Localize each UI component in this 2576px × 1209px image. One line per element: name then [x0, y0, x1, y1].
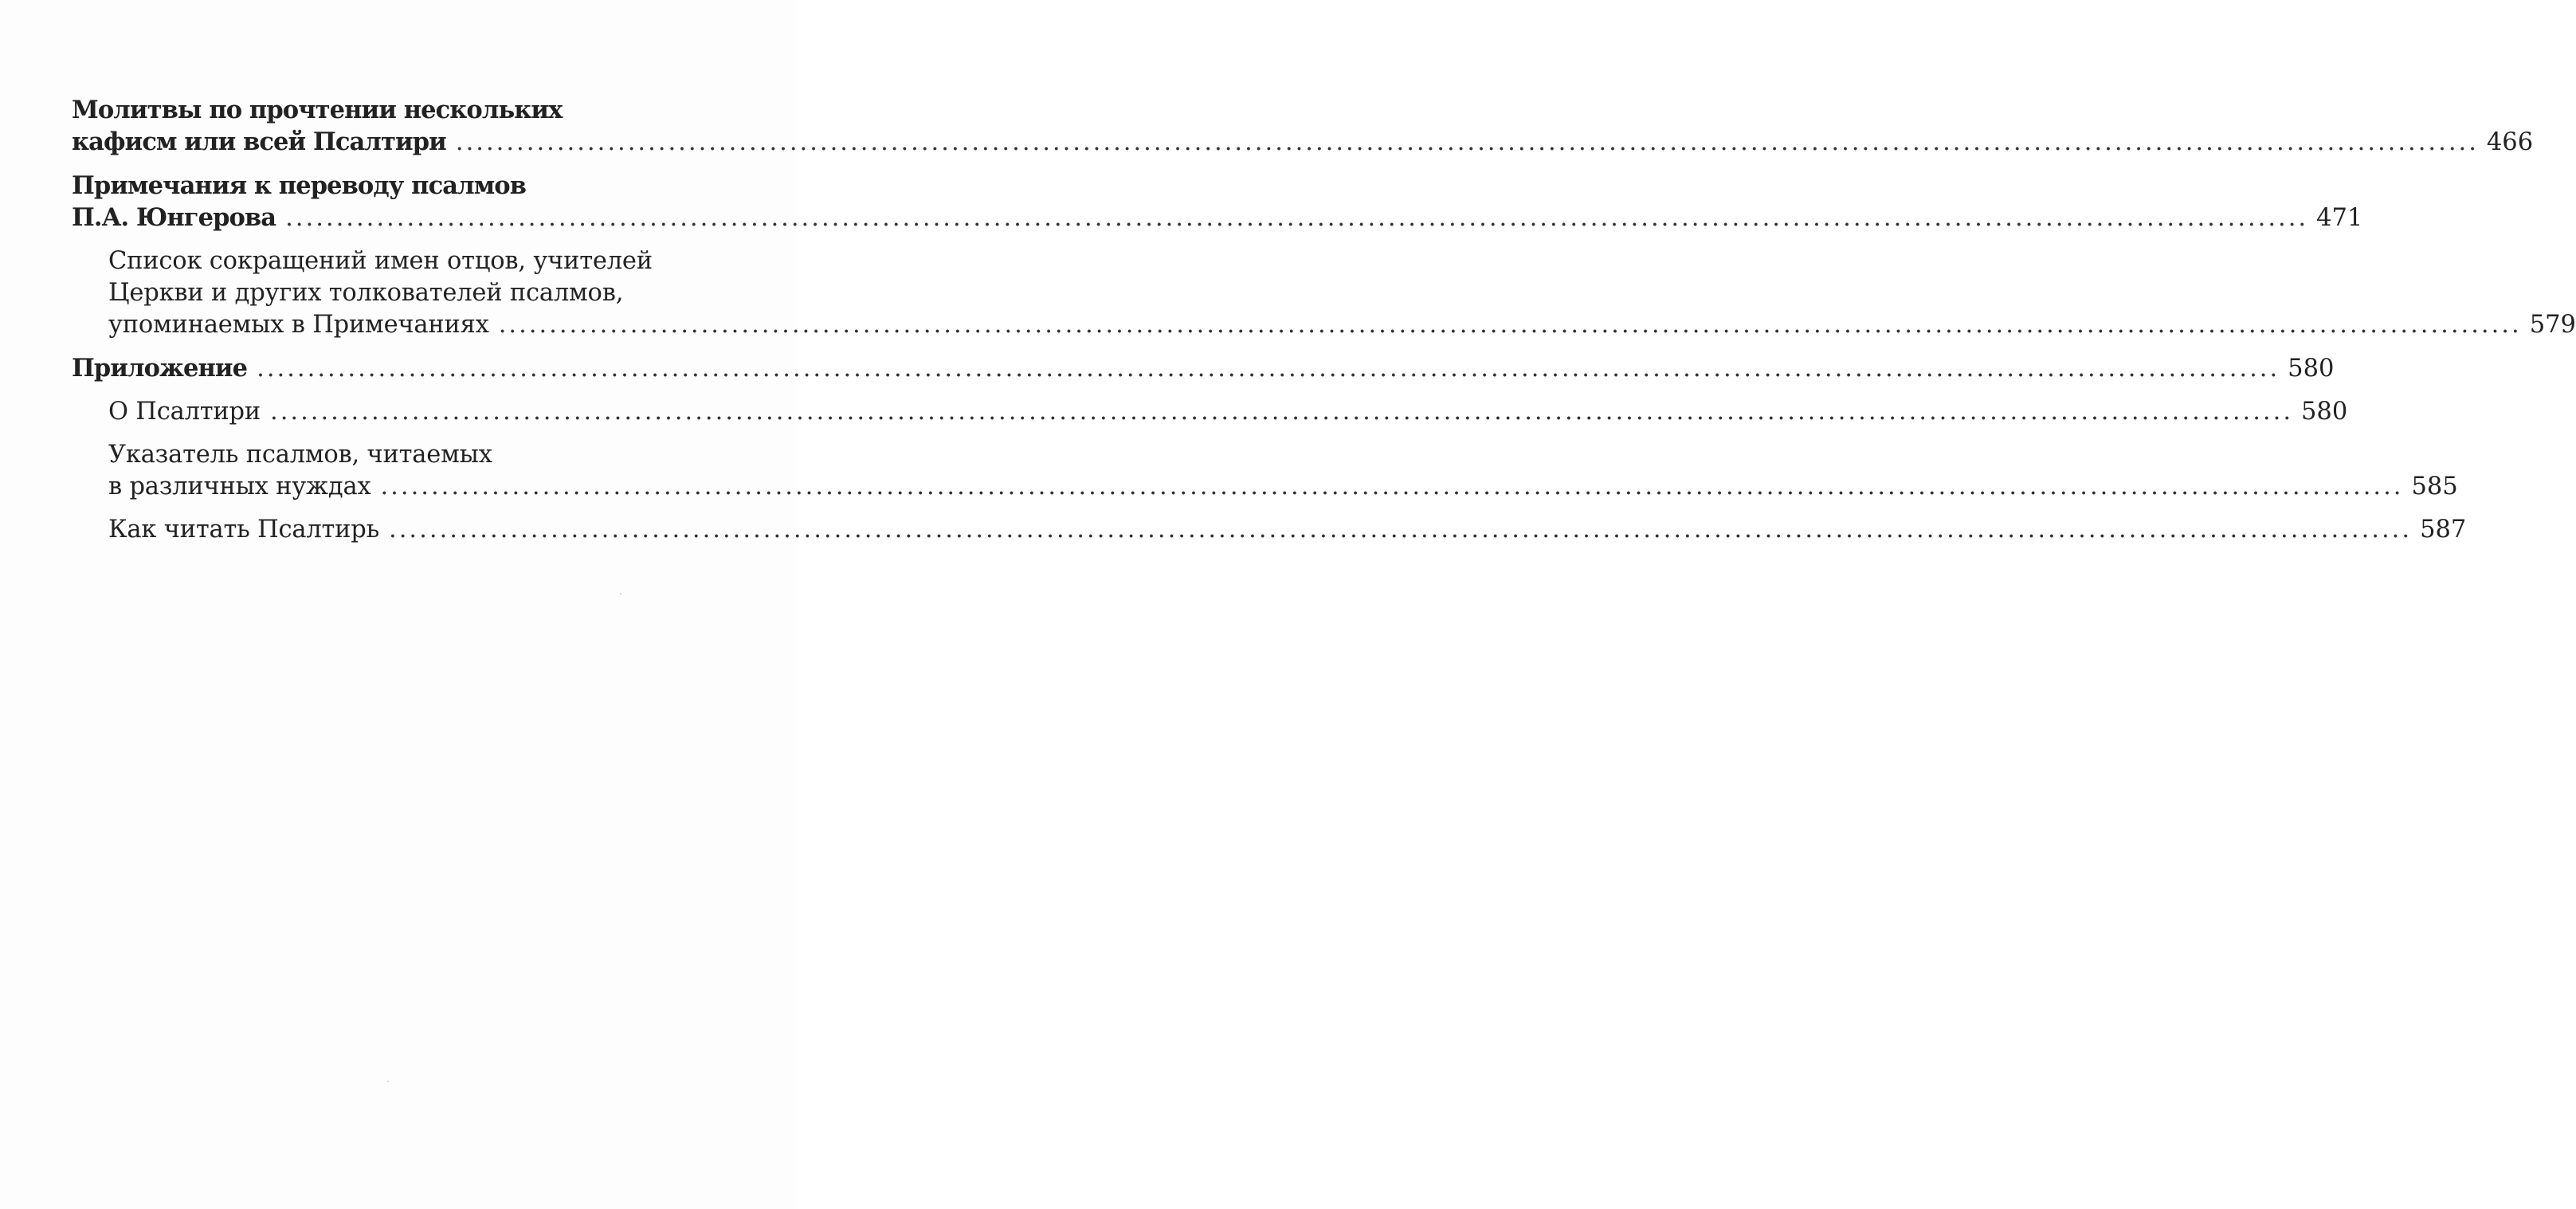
toc-entry-text: П.А. Юнгерова [72, 203, 276, 232]
toc-entry-text: Список сокращений имен отцов, учителей [108, 247, 653, 275]
toc-entry-text: кафисм или всей Псалтири [72, 128, 446, 156]
dot-leader: ........................................................................................................................................................................................................ [498, 311, 2522, 339]
toc-entry-text: Церкви и других толкователей псалмов, [108, 279, 624, 307]
toc-entry-text: Молитвы по прочтении нескольких [72, 96, 563, 124]
toc-page-number: 580 [2301, 398, 2348, 426]
dot-leader: ........................................................................................................................................................................................................ [389, 516, 2413, 544]
toc-entry-appendix[interactable] [72, 352, 2335, 385]
toc-page-number: 587 [2420, 516, 2467, 544]
toc-entry-text: упоминаемых в Примечаниях [108, 311, 489, 339]
toc-entry-about-psalter[interactable] [72, 396, 2348, 428]
dot-leader: ........................................................................................................................................................................................................ [455, 128, 2479, 156]
paper-speck [387, 1081, 389, 1082]
toc-page-number: 580 [2288, 355, 2335, 383]
toc-entry-abbreviations[interactable] [72, 245, 2576, 341]
toc-entry-prayers[interactable] [72, 94, 2534, 159]
dot-leader: ........................................................................................................................................................................................................ [270, 398, 2294, 426]
dot-leader: ........................................................................................................................................................................................................ [285, 204, 2309, 232]
toc-page-number: 471 [2316, 204, 2363, 232]
toc-entry-text: Приложение [72, 354, 248, 383]
toc-entry-text: Указатель псалмов, читаемых [108, 441, 492, 469]
toc-entry-text: Как читать Псалтирь [108, 516, 380, 544]
toc-entry-psalm-index[interactable] [72, 439, 2458, 503]
toc-entry-text: О Псалтири [108, 398, 261, 426]
toc-page-number: 585 [2411, 473, 2458, 500]
dot-leader: ........................................................................................................................................................................................................ [257, 355, 2280, 383]
toc-entry-how-to-read[interactable] [72, 514, 2467, 546]
toc-entry-text: Примечания к переводу псалмов [72, 171, 527, 200]
toc-page-number: 579 [2529, 311, 2576, 339]
table-of-contents [72, 94, 2576, 557]
toc-entry-notes[interactable] [72, 170, 2363, 234]
toc-page-number: 466 [2486, 128, 2534, 156]
paper-speck [620, 593, 621, 595]
toc-entry-text: в различных нуждах [108, 473, 371, 500]
dot-leader: ........................................................................................................................................................................................................ [380, 473, 2404, 500]
